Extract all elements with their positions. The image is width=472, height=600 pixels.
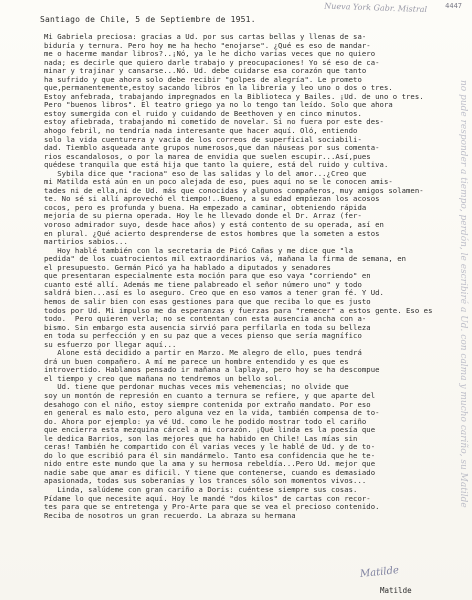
handwritten-signature: Matilde	[359, 564, 400, 581]
right-margin-handwritten-note: no pude responder a tiempo, perdón, le escribiré a Ud. con calma y mucho cariño, su Matilde	[458, 80, 468, 508]
letter-body: Mi Gabriela preciosa: gracias a Ud. por sus cartas bellas y llenas de sa- biduría y ternura. Pero hoy me ha hecho "enojarse". ¿Qué es eso de mandar- me o hacerme mandar libros?..¡Nó, ya le he dicho varias veces que no quiero nada; es decirle que quiero darle trabajo y preocupaciones! Yo sé eso de ca- minar y trajinar y cansarse...Nó. Ud. debe cuidarse esa corazón que tanto ha sufrido y que ahora solo debe recibir "golpes de alegría". Le prometo que,permanentemente,estoy sacando libros en la librería y leo uno o dos o tres. Estoy anfebrada, trabajando impregnados en la Biblioteca y Bailes. ¡Ud. de uno o tres. Pero "buenos libros". El teatro griego ya no lo tengo tan leído. Solo que ahora estoy sumergida con el ruido y cuidando de Beethoven y en cinco minutos. estoy afiebrada, trabajando mi cometido de novelar. Si no fuera por este des- ahogo febril, no tendría nada interesante que hacer aquí. Oló, entiendo solo la vida cuenturera y vacía de los correos de superficial sociabili- dad. Tiemblo asqueada ante grupos numerosos,que dan náuseas por sus comenta- rios escandalosos, o por la marea de envidia que suelen escupir...Así,pues quédese tranquila que está hija que tanto la quiere, está del ruido y cultiva. Sybila dice que "raciona" eso de las salidas y lo del amor...¿Creo que mi Matilda está aún en un poco alejada de eso, pues aquí no se le conocen amis- tades ni de ella,ni de Ud. más que conocidas y algunos compañeros, muy amigos solamen- te. No sé si allí aprovechó el tiempo!..Bueno, a su edad empiezan los acosos cocos, pero es profunda y buena. Ha empezado a caminar, obteniendo rápida mejoría de su pierna operada. Hoy le he llevado donde el Dr. Arraz (fer- voroso admirador suyo, desde hace años) y está contento de su operada, así en en plural. ¿Qué acierto desprenderse de estos hombres que la someten a estos martirios sabios... Hoy hablé también con la secretaria de Picó Cañas y me dice que "la pedida" de los cuatrocientos mil extraordinarios vá, mañana la firma de semana, en el presupuesto. Germán Picó ya ha hablado a diputados y senadores que presentaran especialmente esta moción para que eso vaya "corriendo" en cuanto esté allí. Además me tiene palabreado el señor número uno" y todo saldrá bien...así es lo aseguro. Creo que en eso vamos a tener gran fé. Y Ud. hemos de salir bien con esas gestiones para que que reciba lo que es justo todos por Ud. Mi impulso me da esperanzas y fuerzas para "remecer" a estos gente. Eso es todo. Pero quieren verla; no se contentan con esta ausencia ancha con a- bismo. Sin embargo esta ausencia sirvió para perfilarla en toda su belleza en toda su perfección y en su paz que a veces pienso que sería magnífico su esfuerzo por llegar aquí... Alone está decidido a partir en Marzo. Me alegro de ello, pues tendrá drá un buen compañero. A mí me parece un hombre entendido y es que es introvertido. Hablamos pensado ir mañana a laplaya, pero hoy se ha descompue el tiempo y creo que mañana no tendremos un bello sol. Ud. tiene que perdonar muchas veces mis vehemencias; no olvide que soy un montón de represión en cuanto a ternura se refiere, y que aparte del desahogo con el niño, estoy siempre contenida por extraño mandato. Por eso en general es malo esto, pero alguna vez en la vida, también compensa de to- do. Ahora por ejemplo: ya vé Ud. como le he podido mostrar todo el cariño que encierra esta mezquina cárcel a mi corazón. ¡Qué linda es la poesía que le dedica Barrios, son las mejores que ha habido en Chile! Las mías sin ceras! También he compartido con él varias veces y le hablé de Ud. y de to- do lo que escribió para él sin mandármelo. Tanto esa confidencia que he te- nido entre este mundo que la ama y su hermosa rebeldía...Pero Ud. mejor que nadie sabe que amar es dificil. Y tiene que contenerse, cuando es demasiado apasionada, todas sus soberanías y los trances sólo son momentos vivos... Linda, salúdeme con gran cariño a Doris: cuéntese siempre sus cosas. Pídame lo que necesite aquí. Hoy le mandé "dos kilos" de cartas con recor- tes para que se entretenga y Pro-Arte para que se vea el precioso contenido. Reciba de nosotros un gran recuerdo. La abraza su hermana	[44, 33, 433, 520]
typed-signature: Matilde	[380, 586, 412, 595]
letter-date: Santiago de Chile, 5 de Septiembre de 1951.	[40, 15, 256, 24]
archive-stamp: Nueva York Gabr. Mistral	[324, 1, 428, 15]
document-number: 4447	[445, 2, 462, 10]
